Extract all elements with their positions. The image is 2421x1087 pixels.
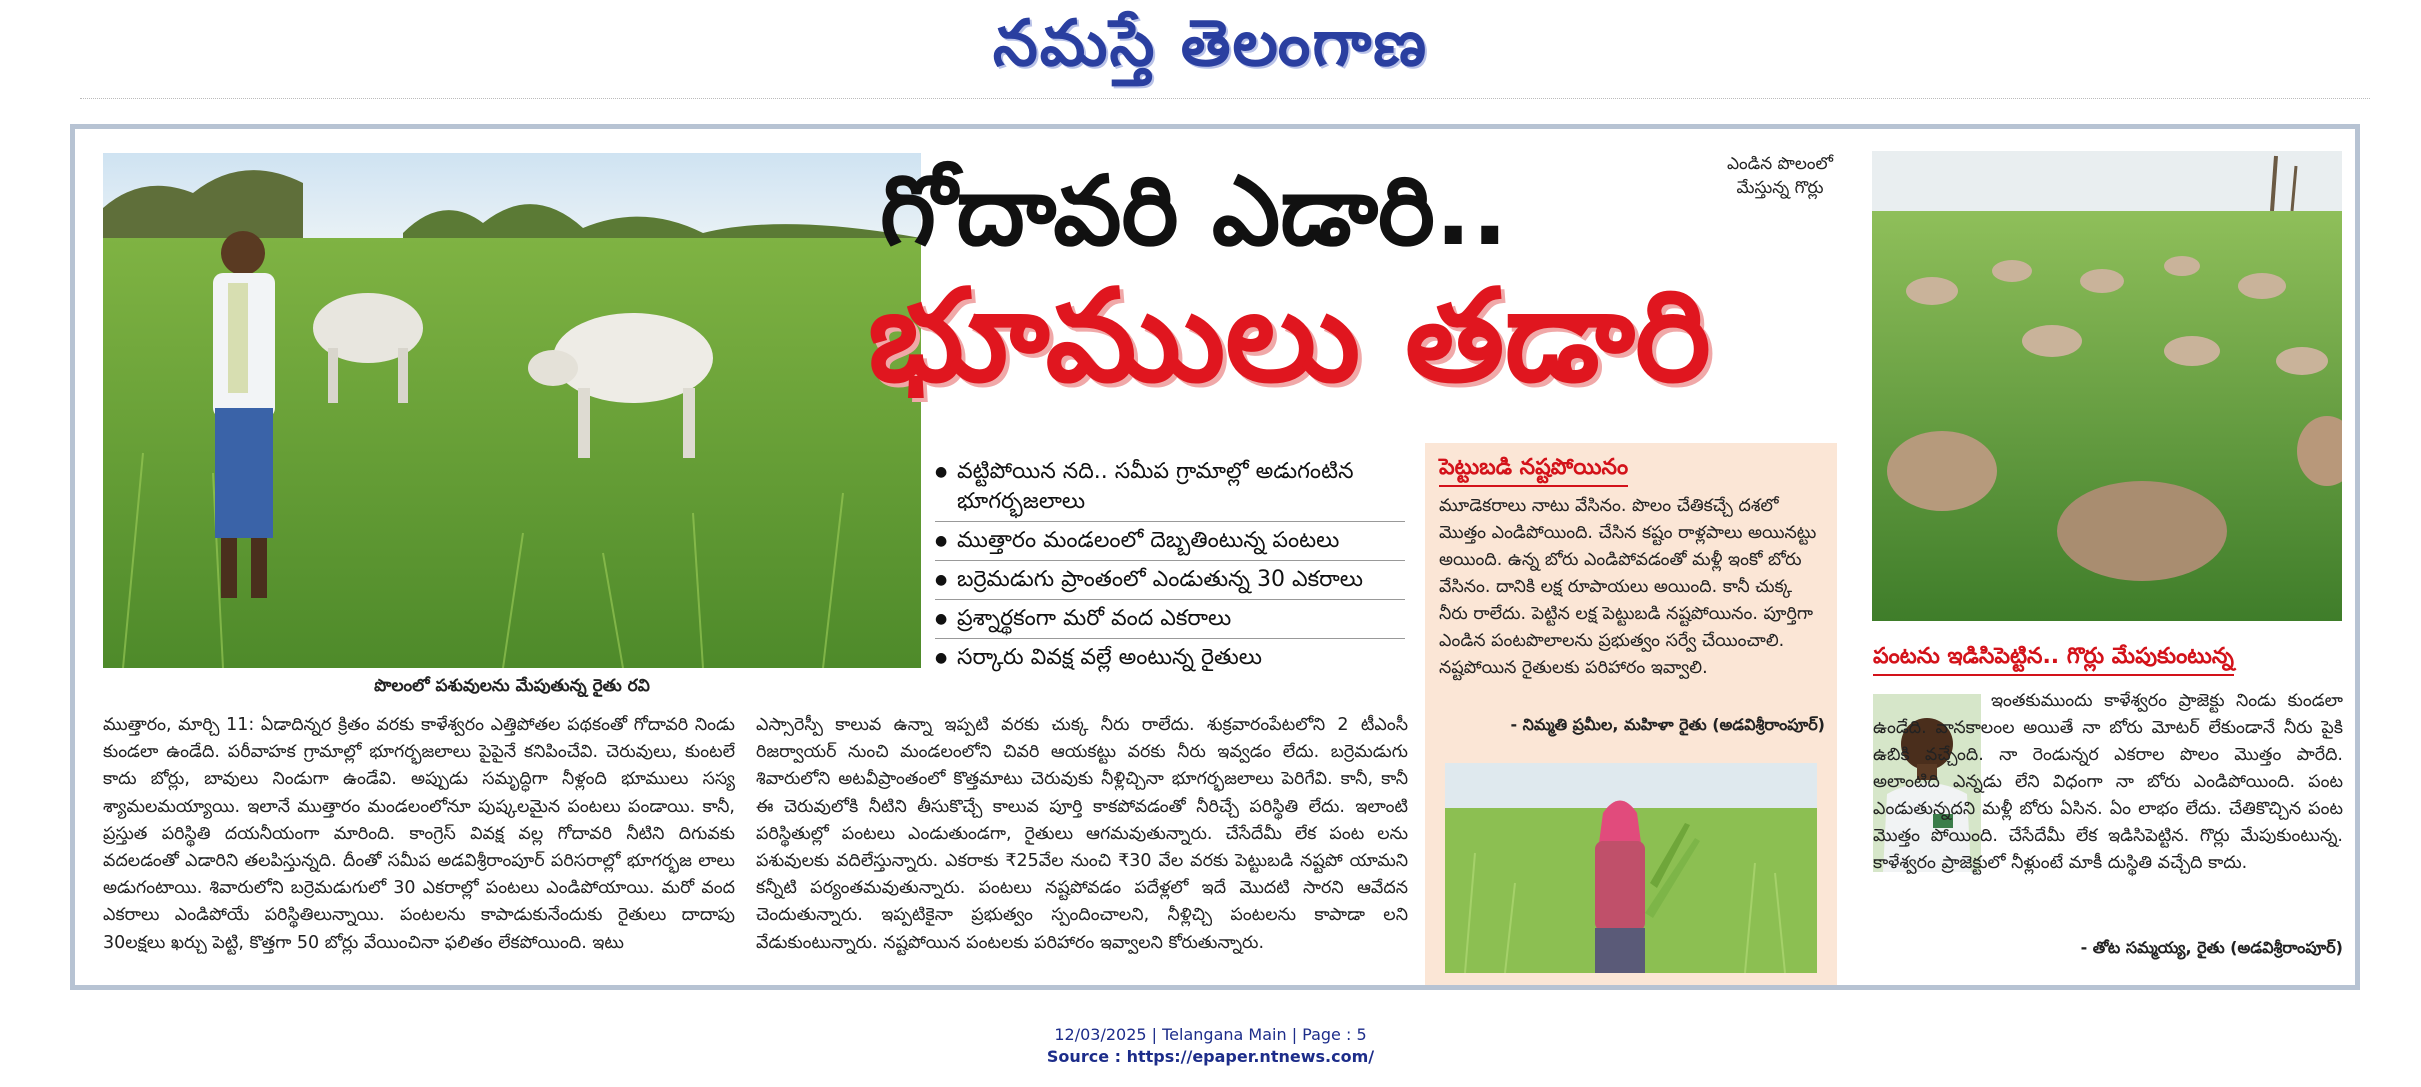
highlight-item: ● వట్టిపోయిన నది.. సమీప గ్రామాల్లో అడుగంటిన భూగర్భజలాలు: [935, 453, 1405, 522]
quote-box-byline: - నిమ్మతి ప్రమీల, మహిళా రైతు (అడవిశ్రీరాంపూర్): [1510, 715, 1825, 734]
right-story-heading: పంటను ఇడిసిపెట్టిన.. గొర్లు మేపుకుంటున్న: [1873, 644, 2234, 676]
sheep-grazing-photo: [1872, 151, 2342, 621]
right-story-byline: - తోట సమ్మయ్య, రైతు (అడవిశ్రీరాంపూర్): [2080, 938, 2343, 957]
source-link[interactable]: Source : https://epaper.ntnews.com/: [1046, 1047, 1375, 1066]
headline-line2: భూములు తడారి: [868, 262, 1711, 411]
woman-farmer-photo: [1445, 763, 1817, 973]
quote-box-text: మూడెకరాలు నాటు వేసినం. పొలం చేతికచ్చే దశలో మొత్తం ఎండిపోయింది. చేసిన కష్టం రాళ్లపాలు అయినట్టు అయింది. ఉన్న బోరు ఎండిపోవడంతో మళ్లీ ఇంకో బోరు వేసినం. దానికి లక్ష రూపాయలు అయింది. కానీ చుక్క నీరు రాలేదు. పెట్టిన లక్ష పెట్టుబడి నష్టపోయినం. పూర్తిగా ఎండిన పంటపొలాలను ప్రభుత్వం సర్వే చేయించాలి. నష్టపోయిన రైతులకు పరిహారం ఇవ్వాలి.: [1439, 496, 1817, 678]
quote-box-heading: పెట్టుబడి నష్టపోయినం: [1439, 455, 1628, 487]
top-divider: [80, 98, 2370, 105]
edition-info: 12/03/2025 | Telangana Main | Page : 5: [1054, 1025, 1367, 1044]
right-photo-caption: ఎండిన పొలంలో మేస్తున్న గొర్లు: [1726, 154, 1834, 198]
article-column-2: ఎస్సారెస్పీ కాలువ ఉన్నా ఇప్పటి వరకు చుక్క నీరు రాలేదు. శుక్రవారంపేటలోని 2 టీఎంసీ రిజర్వాయర్ నుంచి మండలంలోని చివరి ఆయకట్టు వరకు నీరు ఇవ్వడం లేదు. బర్రెమడుగు శివారులోని అటవీప్రాంతంలో కొత్తమాటు చెరువుకు నీళ్లిచ్చినా భూగర్భజలాలు పెరిగేవి. కానీ, కానీ ఈ చెరువులోకి నీటిని తీసుకొచ్చే కాలువ పూర్తి కాకపోవడంతో నీరిచ్చే పరిస్థితి లేదు. ఇలాంటి పరిస్థితుల్లో పంటలు ఎండుతుండగా, రైతులు ఆగమవుతున్నారు. చేసేదేమీ లేక పంట లను పశువులకు వదిలేస్తున్నారు. ఎకరాకు ₹25వేల నుంచి ₹30 వేల వరకు పెట్టుబడి నష్టపో యామని కన్నీటి పర్యంతమవుతున్నారు. పంటలు నష్టపోవడం పదేళ్లలో ఇదే మొదటి సారని ఆవేదన చెందుతున్నారు. ఇప్పటికైనా ప్రభుత్వం స్పందించాలని, నీళ్లిచ్చి పంటలను కాపాడా లని వేడుకుంటున్నారు. నష్టపోయిన పంటలకు పరిహారం ఇవ్వాలని కోరుతున్నారు.: [756, 715, 1408, 953]
article-column-1: ముత్తారం, మార్చి 11: ఏడాదిన్నర క్రితం వరకు కాళేశ్వరం ఎత్తిపోతల పథకంతో గోదావరి నిండు కుండలా ఉండేది. పరీవాహక గ్రామాల్లో భూగర్భజలాలు పైపైనే కనిపించేవి. చెరువులు, కుంటలే కాదు బోర్లు, బావులు నిండుగా ఉండేవి. అప్పుడు సమృద్ధిగా నీళ్లంది భూములు సస్య శ్యామలమయ్యాయి. ఇలానే ముత్తారం మండలంలోనూ పుష్కలమైన పంటలు పండాయి. కానీ, ప్రస్తుత పరిస్థితి దయనీయంగా మారింది. కాంగ్రెస్ వివక్ష వల్ల గోదావరి నీటిని దిగువకు వదలడంతో ఎడారిని తలపిస్తున్నది. దీంతో సమీప అడవిశ్రీరాంపూర్ పరిసరాల్లో భూగర్భజ లాలు అడుగంటాయి. శివారులోని బర్రెమడుగులో 30 ఎకరాల్లో పంటలు ఎండిపోయాయి. మరో వంద ఎకరాలు ఎండిపోయే పరిస్థితిలున్నాయి. పంటలను కాపాడుకునేందుకు రైతులు దాదాపు 30లక్షలు ఖర్చు పెట్టి, కొత్తగా 50 బోర్లు వేయించినా ఫలితం లేకపోయింది. ఇటు: [103, 715, 736, 953]
farmer-quote-box: [1425, 443, 1837, 985]
headline-line1: గోదావరి ఎడారి..: [880, 155, 1508, 267]
highlight-item: ● ముత్తారం మండలంలో దెబ్బతింటున్న పంటలు: [935, 522, 1405, 561]
highlight-item: ● ప్రశ్నార్థకంగా మరో వంద ఎకరాలు: [935, 600, 1405, 639]
highlight-item: ● సర్కారు వివక్ష వల్లే అంటున్న రైతులు: [935, 639, 1405, 677]
highlights-list: [935, 453, 1405, 677]
farmer-cattle-photo: [103, 153, 921, 668]
right-story-text: ఇంతకుముందు కాళేశ్వరం ప్రాజెక్టు నిండు కుండలా ఉండేది. వానకాలంల అయితే నా బోరు మోటర్ లేకుండానే నీరు పైకి ఉబికి వచ్చేంది. నా రెండున్నర ఎకరాల పొలం మొత్తం పారేది. అలాంటిది ఎన్నడు లేని విధంగా నా బోరు ఎండిపోయింది. పంట ఎండుతున్నదని మళ్లీ బోరు ఏసిన. ఏం లాభం లేదు. చేతికొచ్చిన పంట మొత్తం పోయింది. చేసేదేమీ లేక ఇడిసిపెట్టిన. గొర్లు మేపుకుంటున్న. కాళేశ్వరం ప్రాజెక్టులో నీళ్లుంటే మాకీ దుస్థితి వచ్చేది కాదు.: [1873, 691, 2343, 873]
left-photo-caption: పొలంలో పశువులను మేపుతున్న రైతు రవి: [374, 676, 650, 696]
masthead-logo: నమస్తే తెలంగాణ: [992, 6, 1429, 81]
page-footer: [0, 1024, 2421, 1068]
highlight-item: ● బర్రెమడుగు ప్రాంతంలో ఎండుతున్న 30 ఎకరాలు: [935, 561, 1405, 600]
